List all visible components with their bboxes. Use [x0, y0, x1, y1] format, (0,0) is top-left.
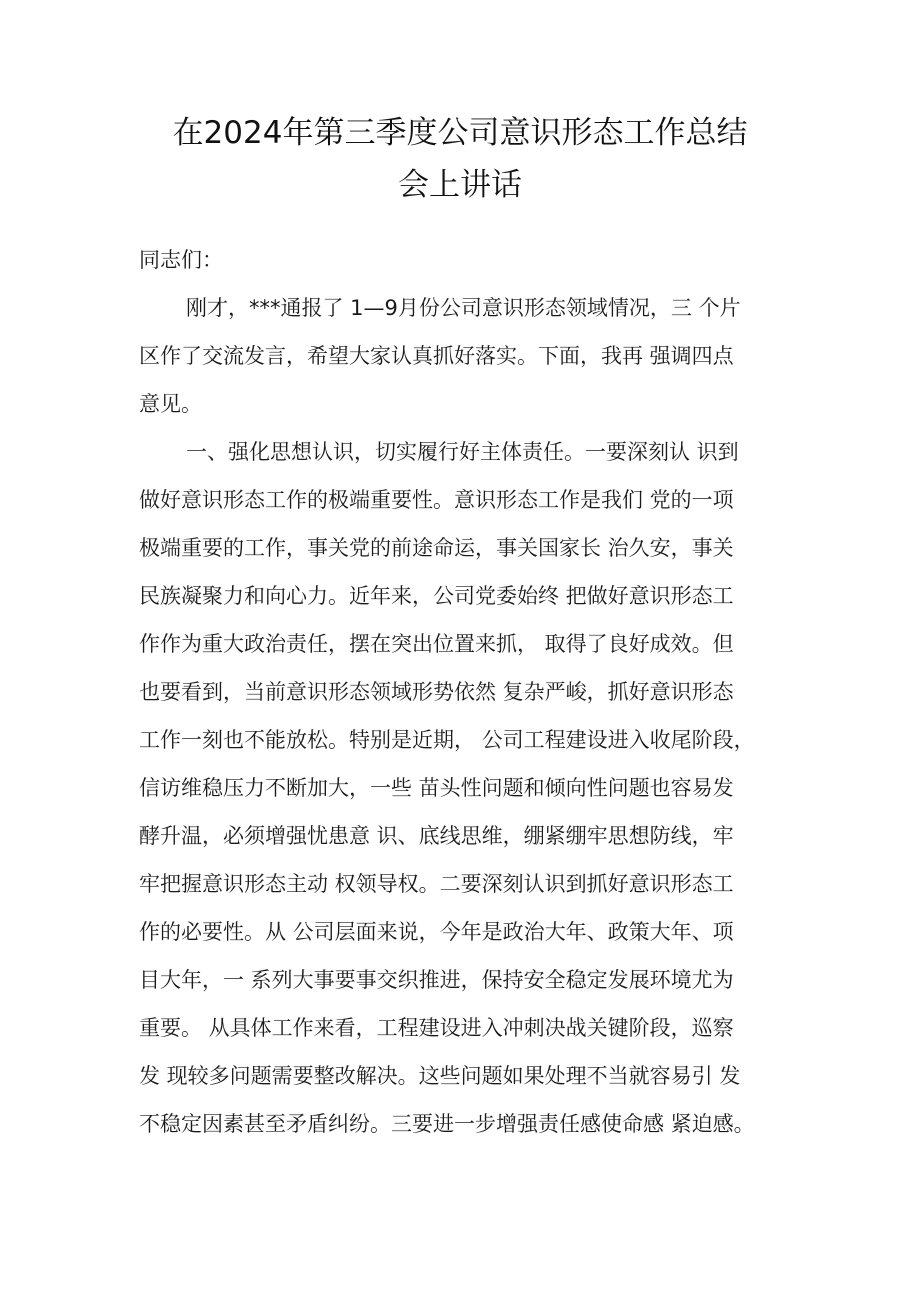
paragraph-2-line: 发 现较多问题需要整改解决。这些问题如果处理不当就容易引 发: [139, 1064, 741, 1088]
paragraph-2-line: 工作一刻也不能放松。特别是近期， 公司工程建设进入收尾阶段，: [139, 728, 755, 752]
paragraph-2-line: 做好意识形态工作的极端重要性。意识形态工作是我们 党的一项: [139, 488, 734, 512]
paragraph-2-line: 重要。 从具体工作来看，工程建设进入冲刺决战关键阶段，巡察: [139, 1016, 734, 1040]
paragraph-2-line: 极端重要的工作，事关党的前途命运，事关国家长 治久安，事关: [139, 536, 734, 560]
title-line-2: 会上讲话: [398, 167, 522, 203]
document-body: [139, 236, 809, 1148]
paragraph-2-line: 作作为重大政治责任，摆在突出位置来抓， 取得了良好成效。但: [139, 632, 734, 656]
paragraph-2-line: 也要看到，当前意识形态领域形势依然 复杂严峻，抓好意识形态: [139, 680, 734, 704]
paragraph-2-line: 不稳定因素甚至矛盾纠纷。三要进一步增强责任感使命感 紧迫感。: [139, 1112, 755, 1136]
paragraph-2-line: 信访维稳压力不断加大，一些 苗头性问题和倾向性问题也容易发: [139, 776, 734, 800]
paragraph-2-line: 一、强化思想认识，切实履行好主体责任。一要深刻认 识到: [186, 440, 739, 464]
salutation: 同志们：: [139, 248, 223, 272]
paragraph-1-line: 刚才，***通报了 1—9月份公司意识形态领域情况，三 个片: [186, 296, 741, 320]
title-line-1: 在2024年第三季度公司意识形态工作总结: [172, 115, 748, 151]
paragraph-1-line: 区作了交流发言，希望大家认真抓好落实。下面，我再 强调四点: [139, 344, 734, 368]
paragraph-2-line: 牢把握意识形态主动 权领导权。二要深刻认识到抓好意识形态工: [139, 872, 734, 896]
paragraph-1-line: 意见。: [139, 392, 202, 416]
paragraph-2-line: 酵升温，必须增强忧患意 识、底线思维，绷紧绷牢思想防线，牢: [139, 824, 734, 848]
paragraph-2-line: 民族凝聚力和向心力。近年来，公司党委始终 把做好意识形态工: [139, 584, 734, 608]
paragraph-2-line: 目大年，一 系列大事要事交织推进，保持安全稳定发展环境尤为: [139, 968, 734, 992]
paragraph-2-line: 作的必要性。从 公司层面来说，今年是政治大年、政策大年、项: [139, 920, 734, 944]
